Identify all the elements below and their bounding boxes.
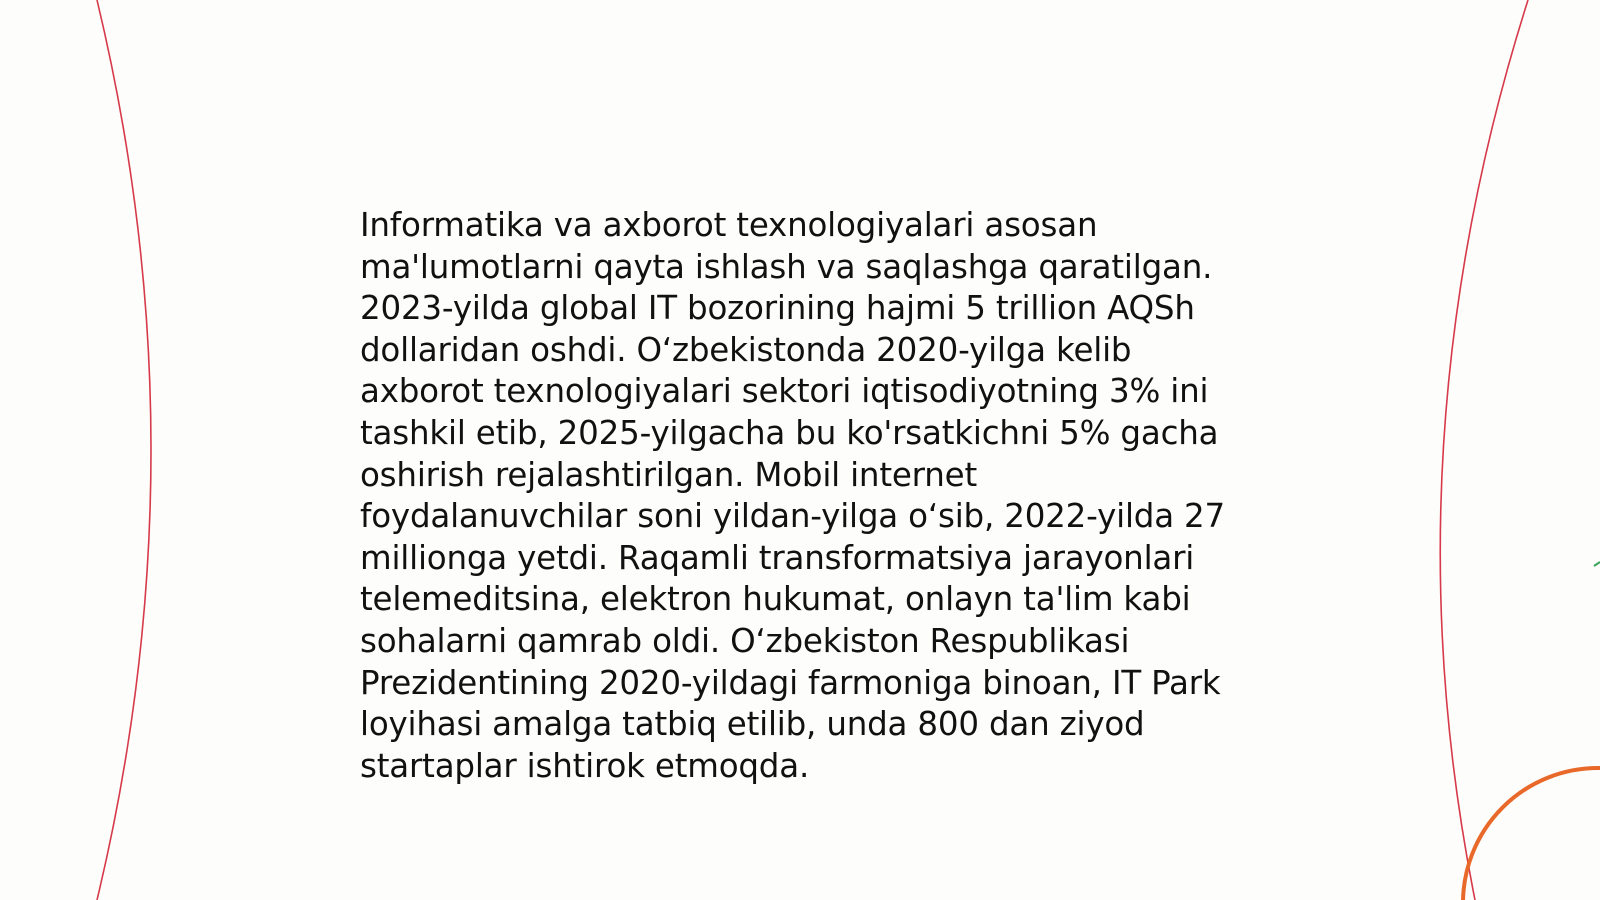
left-decorative-arc: [97, 0, 151, 900]
orange-decorative-circle: [1463, 768, 1600, 900]
body-paragraph: Informatika va axborot texnologiyalari asosan ma'lumotlarni qayta ishlash va saqlashga qaratilgan. 2023-yilda global IT bozorining hajmi 5 trillion AQSh dollaridan oshdi. O‘zbekistonda 2020-yilga kelib axborot texnologiyalari sektori iqtisodiyotning 3% ini tashkil etib, 2025-yilgacha bu ko'rsatkichni 5% gacha oshirish rejalashtirilgan. Mobil internet foydalanuvchilar soni yildan-yilga o‘sib, 2022-yilda 27 millionga yetdi. Raqamli transformatsiya jarayonlari telemeditsina, elektron hukumat, onlayn ta'lim kabi sohalarni qamrab oldi. O‘zbekiston Respublikasi Prezidentining 2020-yildagi farmoniga binoan, IT Park loyihasi amalga tatbiq etilib, unda 800 dan ziyod startaplar ishtirok etmoqda.: [360, 206, 1226, 785]
right-decorative-arc: [1440, 0, 1528, 900]
green-decorative-mark: [1594, 562, 1600, 566]
